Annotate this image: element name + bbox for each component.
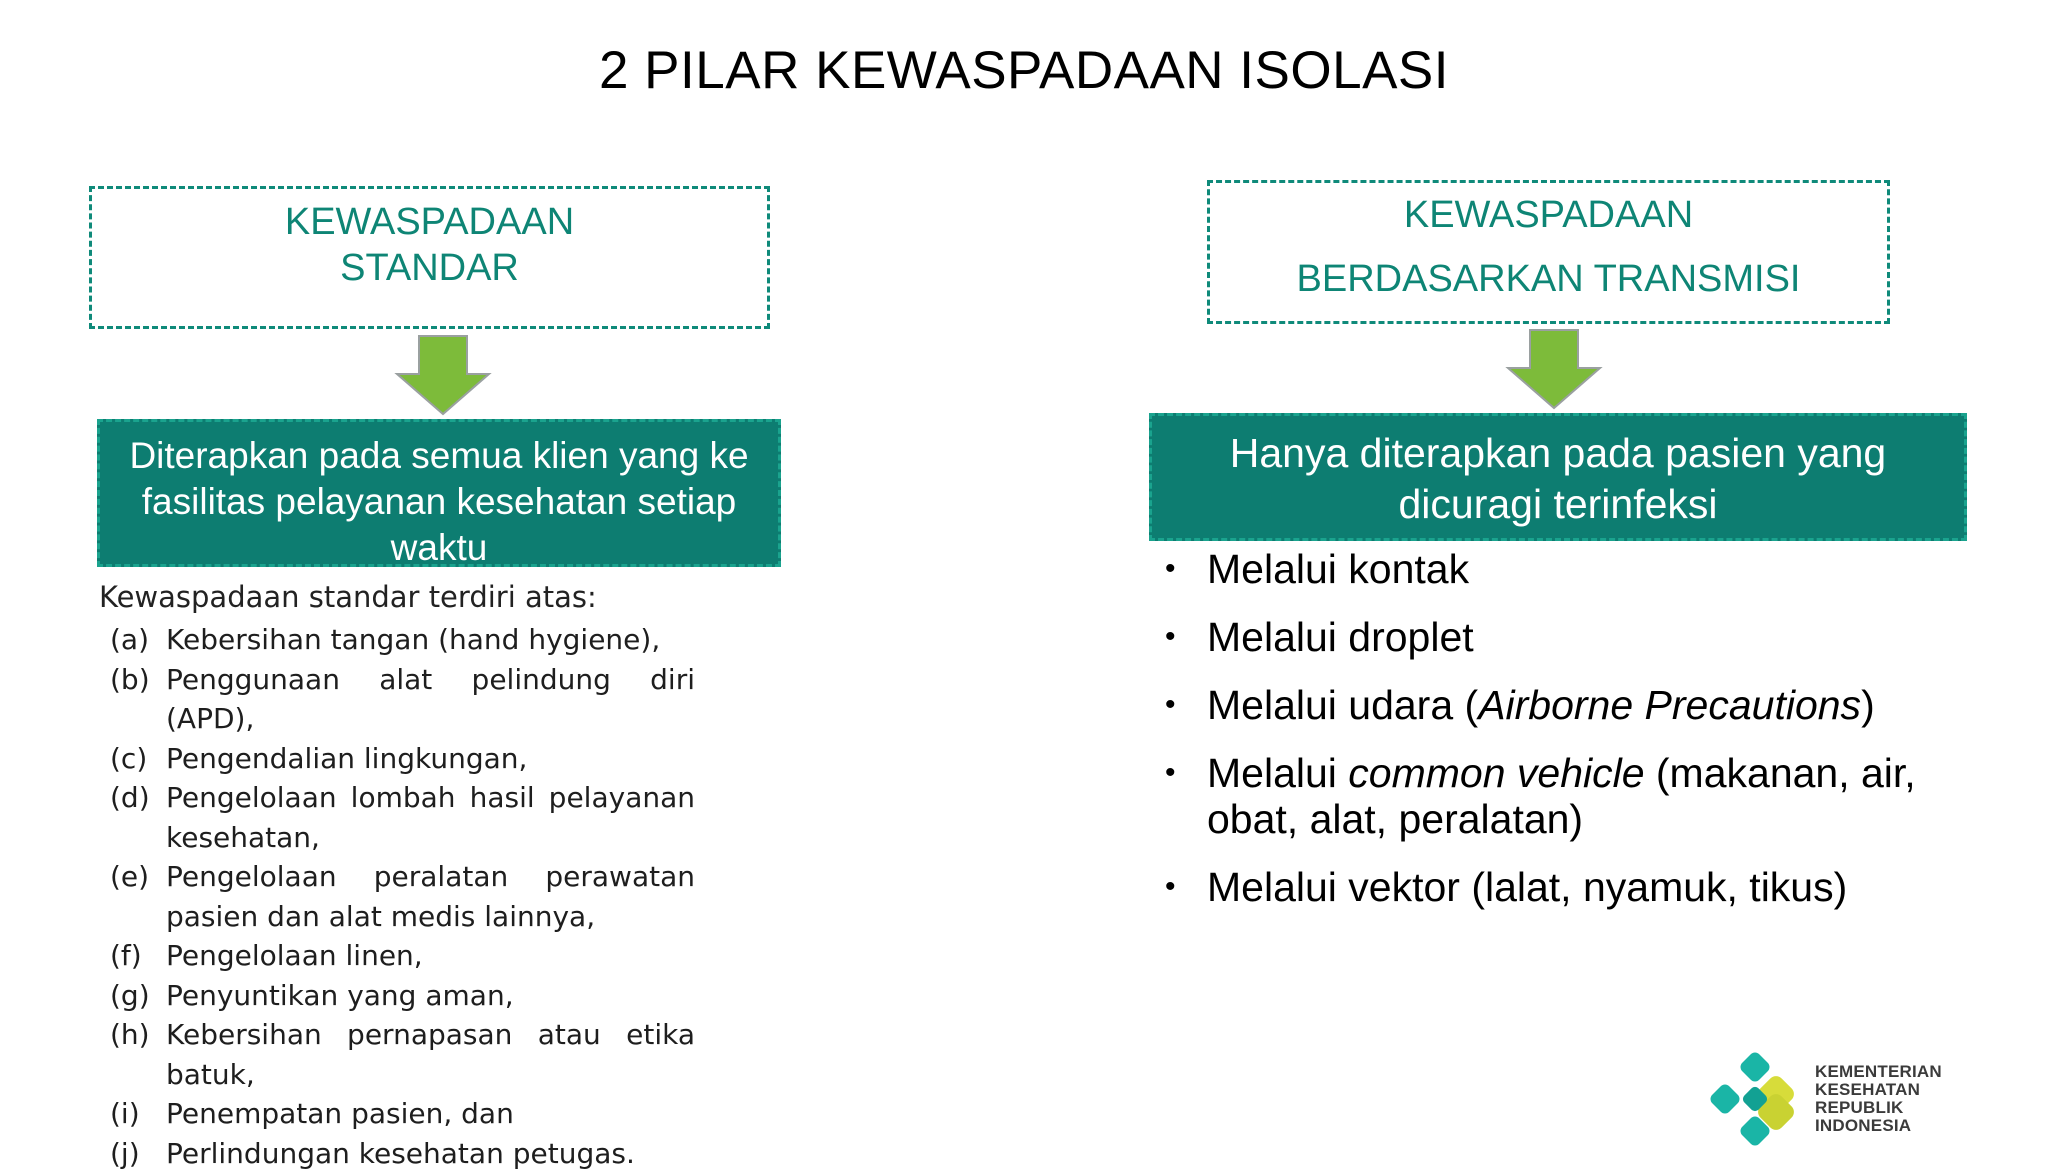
bullet-text-part: (makanan, air, obat, alat, peralatan) [1207, 750, 1916, 842]
bullet-icon: • [1165, 682, 1207, 728]
bullet-text-part: Melalui [1207, 750, 1348, 796]
right-header-line1: KEWASPADAAN [1210, 183, 1887, 247]
logo-text-line: KESEHATAN [1815, 1081, 1942, 1099]
bullet-text-part: Melalui vektor (lalat, nyamuk, tikus) [1207, 864, 1847, 910]
list-marker: (d) [110, 778, 166, 857]
list-item [1165, 546, 1985, 592]
standard-precautions-intro: Kewaspadaan standar terdiri atas: [99, 580, 597, 614]
list-item [1165, 864, 1985, 910]
list-item [110, 660, 695, 739]
bullet-text [1207, 546, 1985, 592]
list-marker: (b) [110, 660, 166, 739]
list-item [110, 1015, 695, 1094]
list-item [110, 620, 695, 660]
list-item [110, 1094, 695, 1134]
bullet-text-part: Melalui udara ( [1207, 682, 1478, 728]
list-marker: (f) [110, 936, 166, 976]
bullet-icon: • [1165, 864, 1207, 910]
list-text: Pengelolaan lombah hasil pelayanan kesehatan, [166, 778, 695, 857]
bullet-text [1207, 614, 1985, 660]
list-text: Kebersihan tangan (hand hygiene), [166, 620, 695, 660]
transmission-precautions-header [1207, 180, 1890, 324]
bullet-text [1207, 864, 1985, 910]
list-marker: (c) [110, 739, 166, 779]
right-description-line1: Hanya diterapkan pada pasien yang [1152, 428, 1964, 479]
standard-precautions-list [110, 620, 695, 1173]
list-item [1165, 750, 1985, 842]
bullet-icon: • [1165, 750, 1207, 842]
transmission-routes-list [1165, 546, 1985, 932]
list-text: Penyuntikan yang aman, [166, 976, 695, 1016]
bullet-text [1207, 750, 1985, 842]
left-header-line1: KEWASPADAAN [92, 199, 767, 245]
list-item [110, 739, 695, 779]
list-item [110, 1134, 695, 1173]
list-text: Perlindungan kesehatan petugas. [166, 1134, 695, 1173]
list-marker: (i) [110, 1094, 166, 1134]
standard-precautions-header [89, 186, 770, 329]
logo-text-line: INDONESIA [1815, 1117, 1942, 1135]
list-marker: (a) [110, 620, 166, 660]
bullet-text-part: Melalui kontak [1207, 546, 1469, 592]
list-item [110, 976, 695, 1016]
bullet-text-part: ) [1861, 682, 1875, 728]
logo-text [1815, 1063, 1942, 1135]
bullet-text-italic: Airborne Precautions [1478, 682, 1861, 728]
list-item [1165, 614, 1985, 660]
list-item [110, 857, 695, 936]
logo-text-line: REPUBLIK [1815, 1099, 1942, 1117]
logo-text-line: KEMENTERIAN [1815, 1063, 1942, 1081]
list-marker: (j) [110, 1134, 166, 1173]
transmission-precautions-description [1149, 413, 1967, 541]
list-text: Kebersihan pernapasan atau etika batuk, [166, 1015, 695, 1094]
list-item [110, 936, 695, 976]
list-text: Pengelolaan linen, [166, 936, 695, 976]
kemenkes-logo-icon [1705, 1049, 1805, 1149]
bullet-icon: • [1165, 614, 1207, 660]
list-marker: (h) [110, 1015, 166, 1094]
left-header-line2: STANDAR [92, 245, 767, 291]
list-item [1165, 682, 1985, 728]
list-text: Pengelolaan peralatan perawatan pasien dan alat medis lainnya, [166, 857, 695, 936]
list-text: Penggunaan alat pelindung diri (APD), [166, 660, 695, 739]
down-arrow-icon [393, 334, 493, 418]
bullet-text-italic: common vehicle [1348, 750, 1644, 796]
down-arrow-icon [1504, 328, 1604, 412]
right-header-line2: BERDASARKAN TRANSMISI [1210, 247, 1887, 311]
bullet-icon: • [1165, 546, 1207, 592]
bullet-text-part: Melalui droplet [1207, 614, 1474, 660]
list-marker: (e) [110, 857, 166, 936]
slide-title: 2 PILAR KEWASPADAAN ISOLASI [0, 40, 2048, 101]
list-text: Penempatan pasien, dan [166, 1094, 695, 1134]
list-item [110, 778, 695, 857]
list-marker: (g) [110, 976, 166, 1016]
list-text: Pengendalian lingkungan, [166, 739, 695, 779]
right-description-line2: dicuragi terinfeksi [1152, 479, 1964, 530]
standard-precautions-description: Diterapkan pada semua klien yang ke fasilitas pelayanan kesehatan setiap waktu [97, 419, 781, 567]
bullet-text [1207, 682, 1985, 728]
